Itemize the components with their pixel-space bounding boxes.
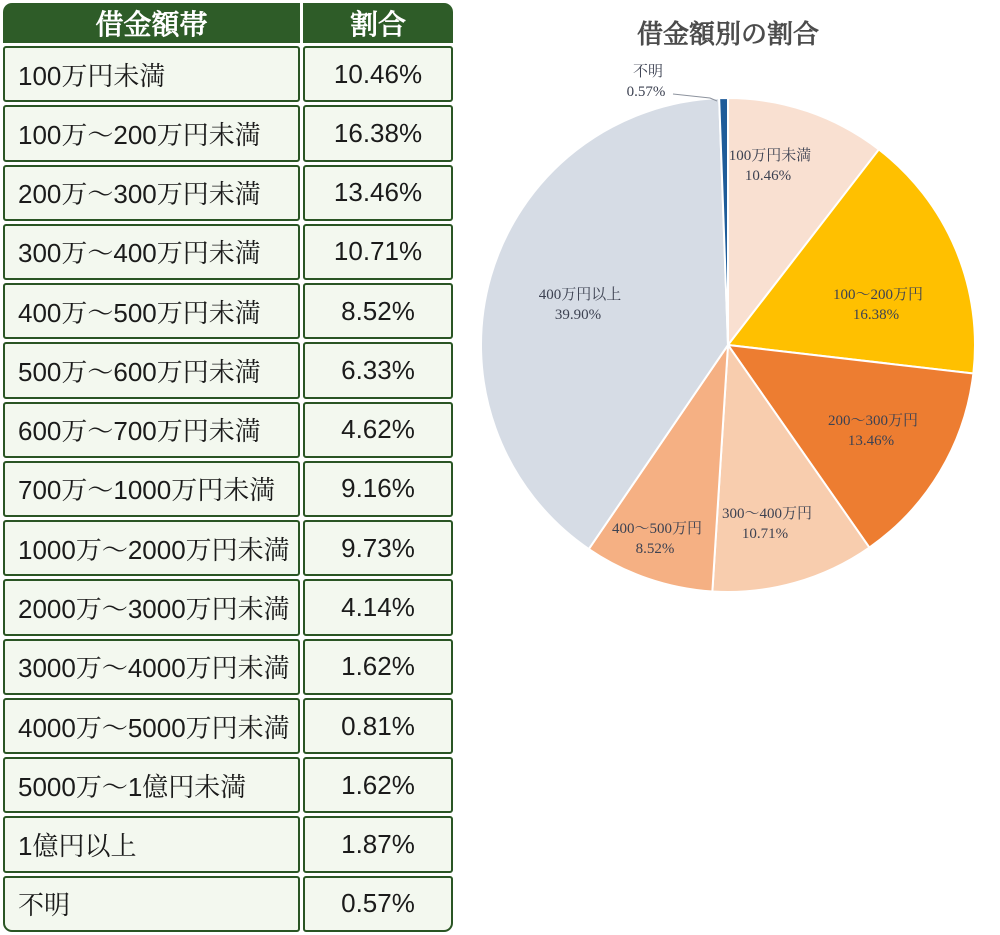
table-row xyxy=(3,105,453,161)
pie-label-5: 400万円以上 39.90% xyxy=(538,287,622,323)
pie-label-4: 400〜500万円 8.52% xyxy=(611,521,703,557)
table-row xyxy=(3,816,453,872)
ratio-cell: 9.73% xyxy=(303,520,453,576)
pie-label-3: 300〜400万円 10.71% xyxy=(721,506,813,542)
table-row xyxy=(3,579,453,635)
pie-label-2: 200〜300万円 13.46% xyxy=(827,413,919,449)
table-row xyxy=(3,461,453,517)
band-cell: 300万〜400万円未満 xyxy=(3,224,300,280)
ratio-cell: 6.33% xyxy=(303,342,453,398)
chart-title: 借金額別の割合 xyxy=(636,19,819,49)
ratio-cell: 8.52% xyxy=(303,283,453,339)
table-row xyxy=(3,165,453,221)
table-row xyxy=(3,342,453,398)
band-cell: 2000万〜3000万円未満 xyxy=(3,579,300,635)
table-row xyxy=(3,639,453,695)
band-cell: 5000万〜1億円未満 xyxy=(3,757,300,813)
band-cell: 600万〜700万円未満 xyxy=(3,402,300,458)
ratio-cell: 16.38% xyxy=(303,105,453,161)
band-cell: 100万〜200万円未満 xyxy=(3,105,300,161)
table-row xyxy=(3,757,453,813)
ratio-cell: 0.81% xyxy=(303,698,453,754)
band-cell: 200万〜300万円未満 xyxy=(3,165,300,221)
band-cell: 不明 xyxy=(3,876,300,932)
table-row xyxy=(3,520,453,576)
pie-chart xyxy=(460,0,1000,620)
band-cell: 700万〜1000万円未満 xyxy=(3,461,300,517)
table-row xyxy=(3,876,453,932)
band-cell: 1億円以上 xyxy=(3,816,300,872)
band-cell: 3000万〜4000万円未満 xyxy=(3,639,300,695)
ratio-cell: 4.14% xyxy=(303,579,453,635)
band-cell: 4000万〜5000万円未満 xyxy=(3,698,300,754)
ratio-cell: 0.57% xyxy=(303,876,453,932)
table-row xyxy=(3,402,453,458)
ratio-cell: 10.71% xyxy=(303,224,453,280)
pie-label-0: 100万円未満 10.46% xyxy=(728,148,812,184)
band-cell: 100万円未満 xyxy=(3,46,300,102)
ratio-cell: 1.62% xyxy=(303,639,453,695)
table-header-row xyxy=(3,3,453,43)
col-header-ratio: 割合 xyxy=(303,3,453,43)
table-row xyxy=(3,224,453,280)
ratio-cell: 10.46% xyxy=(303,46,453,102)
debt-table xyxy=(0,0,456,935)
ratio-cell: 4.62% xyxy=(303,402,453,458)
pie-label-1: 100〜200万円 16.38% xyxy=(832,287,924,323)
ratio-cell: 1.87% xyxy=(303,816,453,872)
ratio-cell: 13.46% xyxy=(303,165,453,221)
band-cell: 400万〜500万円未満 xyxy=(3,283,300,339)
table-row xyxy=(3,46,453,102)
ratio-cell: 9.16% xyxy=(303,461,453,517)
table-row xyxy=(3,283,453,339)
ratio-cell: 1.62% xyxy=(303,757,453,813)
band-cell: 500万〜600万円未満 xyxy=(3,342,300,398)
pie-label-6: 不明 0.57% xyxy=(626,64,666,100)
col-header-band: 借金額帯 xyxy=(3,3,300,43)
band-cell: 1000万〜2000万円未満 xyxy=(3,520,300,576)
table-row xyxy=(3,698,453,754)
